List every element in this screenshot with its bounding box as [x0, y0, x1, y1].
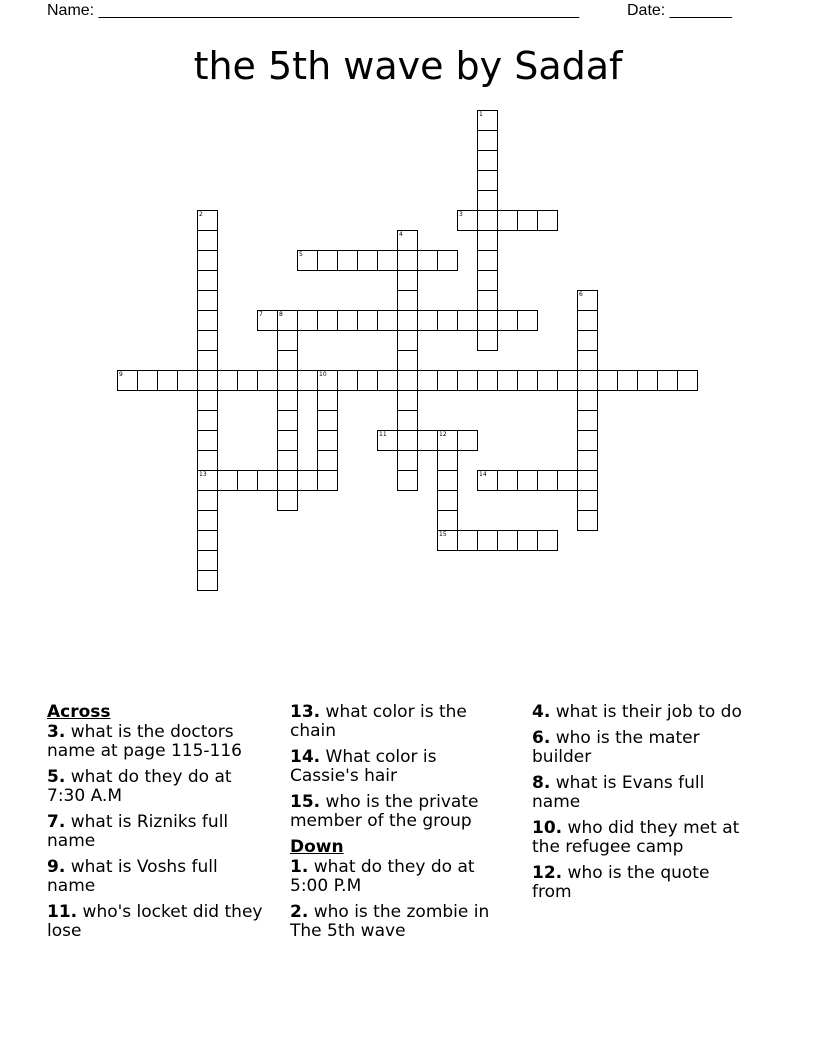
crossword-cell[interactable]: [477, 470, 498, 491]
clue-across-9: 9. what is Voshs full name: [47, 857, 218, 896]
date-field: Date: _______: [627, 2, 732, 19]
crossword-cell[interactable]: [437, 450, 458, 471]
crossword-cell[interactable]: [577, 350, 598, 371]
crossword-cell[interactable]: [517, 470, 538, 491]
crossword-cell[interactable]: [577, 410, 598, 431]
across-heading: Across: [47, 702, 111, 722]
crossword-cell[interactable]: [397, 410, 418, 431]
clue-number: 13: [199, 471, 207, 478]
crossword-cell[interactable]: [337, 310, 358, 331]
crossword-cell[interactable]: [377, 430, 398, 451]
crossword-cell[interactable]: [377, 370, 398, 391]
clue-down-10: 10. who did they met at the refugee camp: [532, 818, 740, 857]
crossword-cell[interactable]: [617, 370, 638, 391]
crossword-cell[interactable]: [357, 370, 378, 391]
crossword-cell[interactable]: [537, 210, 558, 231]
clues-column-2: [290, 703, 510, 948]
crossword-cell[interactable]: [197, 570, 218, 591]
crossword-cell[interactable]: [277, 410, 298, 431]
clue-across-11: 11. who's locket did they lose: [47, 902, 263, 941]
crossword-cell[interactable]: [297, 250, 318, 271]
crossword-cell[interactable]: [357, 250, 378, 271]
crossword-cell[interactable]: [437, 370, 458, 391]
crossword-cell[interactable]: [477, 370, 498, 391]
crossword-cell[interactable]: [177, 370, 198, 391]
crossword-cell[interactable]: [337, 370, 358, 391]
crossword-cell[interactable]: [537, 530, 558, 551]
crossword-cell[interactable]: [517, 310, 538, 331]
crossword-cell[interactable]: [197, 530, 218, 551]
crossword-cell[interactable]: [217, 470, 238, 491]
crossword-cell[interactable]: [197, 210, 218, 231]
crossword-cell[interactable]: [397, 470, 418, 491]
page-title: the 5th wave by Sadaf: [193, 44, 623, 88]
crossword-cell[interactable]: [397, 230, 418, 251]
crossword-cell[interactable]: [477, 270, 498, 291]
crossword-cell[interactable]: [197, 550, 218, 571]
crossword-cell[interactable]: [577, 390, 598, 411]
crossword-cell[interactable]: [517, 530, 538, 551]
crossword-cell[interactable]: [197, 430, 218, 451]
crossword-cell[interactable]: [197, 230, 218, 251]
crossword-cell[interactable]: [257, 370, 278, 391]
crossword-cell[interactable]: [577, 330, 598, 351]
crossword-cell[interactable]: [477, 210, 498, 231]
clue-number: 6: [579, 291, 583, 298]
crossword-cell[interactable]: [477, 130, 498, 151]
crossword-cell[interactable]: [317, 470, 338, 491]
crossword-cell[interactable]: [477, 170, 498, 191]
clue-down-8: 8. what is Evans full name: [532, 773, 705, 812]
crossword-cell[interactable]: [197, 510, 218, 531]
crossword-cell[interactable]: [457, 310, 478, 331]
crossword-cell[interactable]: [197, 330, 218, 351]
clue-across-15: 15. who is the private member of the group: [290, 792, 479, 831]
crossword-cell[interactable]: [277, 490, 298, 511]
clue-across-7: 7. what is Rizniks full name: [47, 812, 229, 851]
crossword-cell[interactable]: [317, 430, 338, 451]
crossword-cell[interactable]: [577, 370, 598, 391]
crossword-cell[interactable]: [257, 310, 278, 331]
crossword-cell[interactable]: [417, 370, 438, 391]
crossword-cell[interactable]: [197, 350, 218, 371]
clue-number: 3: [459, 211, 463, 218]
down-heading: Down: [290, 837, 344, 857]
crossword-cell[interactable]: [657, 370, 678, 391]
clue-across-13: 13. what color is the chain: [290, 702, 467, 741]
clue-number: 9: [119, 371, 123, 378]
crossword-cell[interactable]: [257, 470, 278, 491]
crossword-cell[interactable]: [397, 310, 418, 331]
crossword-cell[interactable]: [577, 510, 598, 531]
crossword-cell[interactable]: [557, 370, 578, 391]
clue-down-2: 2. who is the zombie in The 5th wave: [290, 902, 490, 941]
crossword-cell[interactable]: [497, 310, 518, 331]
crossword-cell[interactable]: [297, 470, 318, 491]
crossword-cell[interactable]: [397, 430, 418, 451]
crossword-cell[interactable]: [437, 490, 458, 511]
crossword-cell[interactable]: [417, 430, 438, 451]
crossword-cell[interactable]: [297, 310, 318, 331]
crossword-cell[interactable]: [477, 110, 498, 131]
crossword-cell[interactable]: [477, 330, 498, 351]
crossword-cell[interactable]: [437, 470, 458, 491]
clue-across-14: 14. What color is Cassie's hair: [290, 747, 437, 786]
crossword-cell[interactable]: [317, 370, 338, 391]
crossword-cell[interactable]: [377, 310, 398, 331]
crossword-cell[interactable]: [337, 250, 358, 271]
crossword-cell[interactable]: [137, 370, 158, 391]
crossword-cell[interactable]: [217, 370, 238, 391]
crossword-cell[interactable]: [297, 370, 318, 391]
crossword-cell[interactable]: [397, 450, 418, 471]
crossword-cell[interactable]: [277, 390, 298, 411]
crossword-cell[interactable]: [397, 370, 418, 391]
crossword-cell[interactable]: [577, 490, 598, 511]
crossword-cell[interactable]: [517, 210, 538, 231]
crossword-cell[interactable]: [197, 410, 218, 431]
crossword-cell[interactable]: [477, 310, 498, 331]
crossword-cell[interactable]: [637, 370, 658, 391]
crossword-cell[interactable]: [437, 530, 458, 551]
crossword-cell[interactable]: [477, 150, 498, 171]
crossword-cell[interactable]: [397, 330, 418, 351]
crossword-cell[interactable]: [497, 530, 518, 551]
crossword-cell[interactable]: [577, 310, 598, 331]
clue-number: 10: [319, 371, 327, 378]
crossword-cell[interactable]: [377, 250, 398, 271]
crossword-cell[interactable]: [477, 230, 498, 251]
clue-number: 7: [259, 311, 263, 318]
clues-column-3: [532, 703, 752, 909]
crossword-cell[interactable]: [477, 250, 498, 271]
crossword-cell[interactable]: [577, 470, 598, 491]
crossword-cell[interactable]: [197, 390, 218, 411]
crossword-cell[interactable]: [197, 250, 218, 271]
crossword-cell[interactable]: [397, 390, 418, 411]
clue-number: 12: [439, 431, 447, 438]
crossword-cell[interactable]: [237, 370, 258, 391]
crossword-cell[interactable]: [277, 350, 298, 371]
crossword-cell[interactable]: [437, 430, 458, 451]
crossword-cell[interactable]: [357, 310, 378, 331]
clue-number: 14: [479, 471, 487, 478]
crossword-cell[interactable]: [397, 250, 418, 271]
crossword-cell[interactable]: [557, 470, 578, 491]
crossword-cell[interactable]: [157, 370, 178, 391]
crossword-cell[interactable]: [457, 370, 478, 391]
crossword-cell[interactable]: [517, 370, 538, 391]
crossword-cell[interactable]: [277, 450, 298, 471]
crossword-cell[interactable]: [597, 370, 618, 391]
crossword-cell[interactable]: [457, 430, 478, 451]
crossword-cell[interactable]: [437, 310, 458, 331]
crossword-cell[interactable]: [197, 470, 218, 491]
crossword-cell[interactable]: [317, 410, 338, 431]
crossword-cell[interactable]: [197, 310, 218, 331]
crossword-cell[interactable]: [457, 530, 478, 551]
crossword-cell[interactable]: [677, 370, 698, 391]
crossword-cell[interactable]: [417, 250, 438, 271]
crossword-cell[interactable]: [437, 250, 458, 271]
crossword-cell[interactable]: [317, 450, 338, 471]
crossword-cell[interactable]: [277, 330, 298, 351]
clue-number: 8: [279, 311, 283, 318]
crossword-cell[interactable]: [437, 510, 458, 531]
crossword-cell[interactable]: [457, 210, 478, 231]
crossword-cell[interactable]: [497, 470, 518, 491]
crossword-cell[interactable]: [537, 370, 558, 391]
clue-down-12: 12. who is the quote from: [532, 863, 710, 902]
crossword-cell[interactable]: [397, 290, 418, 311]
crossword-cell[interactable]: [577, 450, 598, 471]
clue-down-4: 4. what is their job to do: [532, 702, 742, 722]
crossword-cell[interactable]: [197, 290, 218, 311]
clue-number: 1: [479, 111, 483, 118]
name-field: Name: ______________________________________________________: [47, 2, 580, 19]
crossword-cell[interactable]: [397, 270, 418, 291]
crossword-cell[interactable]: [277, 470, 298, 491]
crossword-cell[interactable]: [577, 290, 598, 311]
clue-number: 4: [399, 231, 403, 238]
crossword-cell[interactable]: [477, 190, 498, 211]
crossword-cell[interactable]: [277, 430, 298, 451]
crossword-cell[interactable]: [197, 450, 218, 471]
clue-number: 5: [299, 251, 303, 258]
crossword-cell[interactable]: [197, 490, 218, 511]
crossword-cell[interactable]: [197, 370, 218, 391]
clue-number: 2: [199, 211, 203, 218]
crossword-cell[interactable]: [537, 470, 558, 491]
clue-down-1: 1. what do they do at 5:00 P.M: [290, 857, 475, 896]
clues-column-1: [47, 703, 267, 948]
clue-down-6: 6. who is the mater builder: [532, 728, 700, 767]
clue-number: 11: [379, 431, 387, 438]
crossword-cell[interactable]: [317, 390, 338, 411]
clue-number: 15: [439, 531, 447, 538]
crossword-cell[interactable]: [477, 530, 498, 551]
crossword-cell[interactable]: [117, 370, 138, 391]
crossword-cell[interactable]: [237, 470, 258, 491]
clue-across-5: 5. what do they do at 7:30 A.M: [47, 767, 232, 806]
crossword-cell[interactable]: [317, 250, 338, 271]
crossword-cell[interactable]: [417, 310, 438, 331]
crossword-cell[interactable]: [197, 270, 218, 291]
clue-across-3: 3. what is the doctors name at page 115-116: [47, 722, 242, 761]
crossword-cell[interactable]: [317, 310, 338, 331]
crossword-cell[interactable]: [277, 310, 298, 331]
crossword-cell[interactable]: [397, 350, 418, 371]
crossword-cell[interactable]: [577, 430, 598, 451]
crossword-cell[interactable]: [477, 290, 498, 311]
crossword-cell[interactable]: [277, 370, 298, 391]
crossword-cell[interactable]: [497, 210, 518, 231]
crossword-cell[interactable]: [497, 370, 518, 391]
